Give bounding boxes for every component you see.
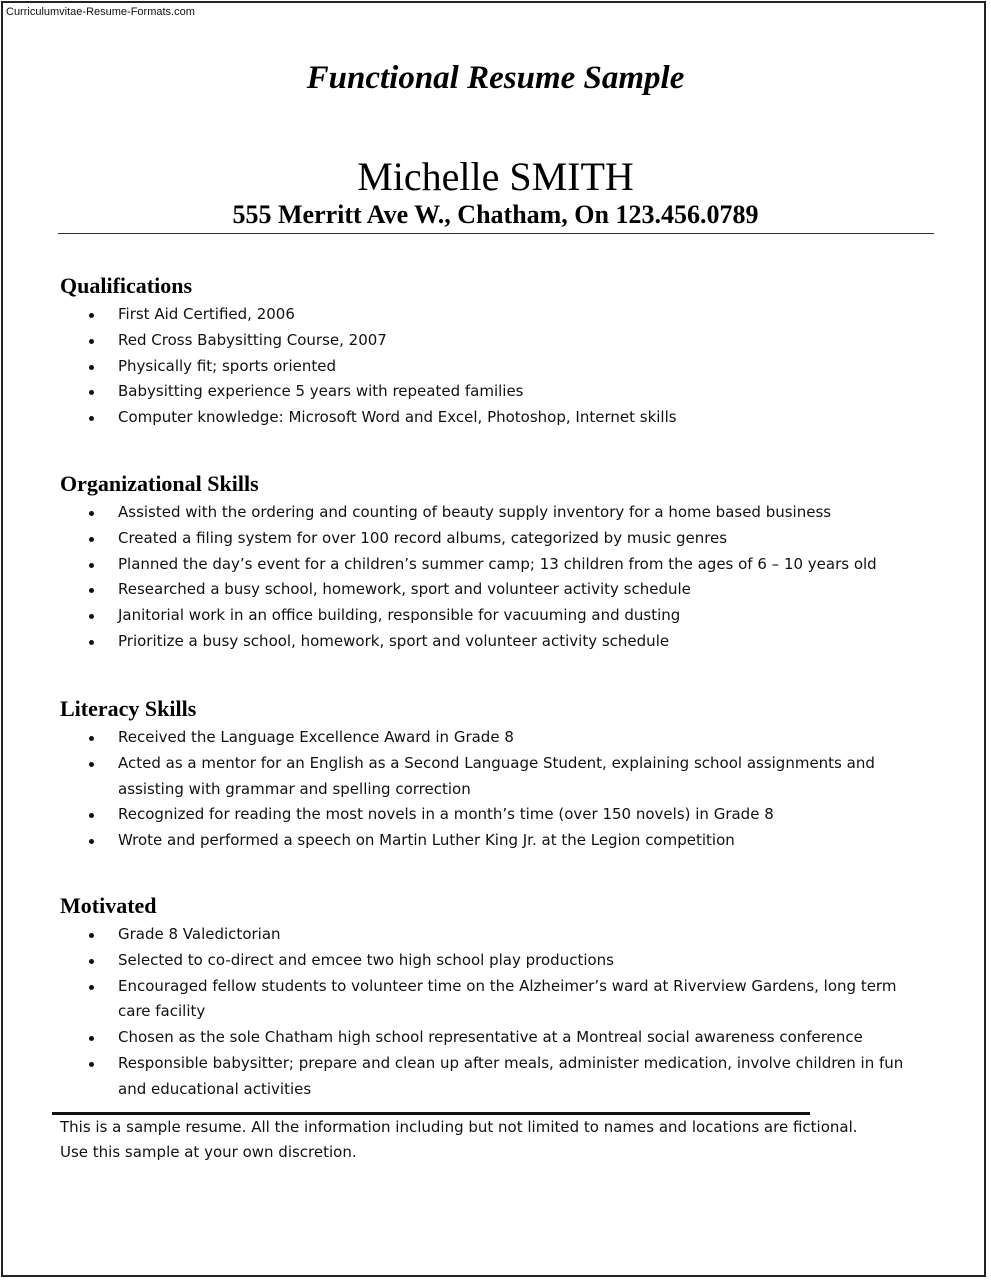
list-item-text: Created a filing system for over 100 record albums, categorized by music genres (118, 528, 728, 547)
bullet-icon (89, 762, 94, 767)
section-heading: Organizational Skills (60, 471, 259, 496)
list-item (60, 922, 920, 948)
list-item-text: Assisted with the ordering and counting of beauty supply inventory for a home based business (118, 503, 832, 521)
list-item-text: Responsible babysitter; prepare and clean up after meals, administer medication, involve children in fun and educational activities (118, 1053, 904, 1098)
list-item (60, 974, 920, 1026)
section-motivated (60, 892, 920, 1103)
section-heading: Motivated (60, 893, 157, 918)
section-organizational-skills (60, 470, 920, 655)
list-item-text: Researched a busy school, homework, sport and volunteer activity schedule (118, 580, 691, 599)
bullet-icon (89, 985, 94, 990)
list-item (60, 603, 920, 629)
bullet-icon (89, 614, 94, 619)
bullet-icon (89, 416, 94, 421)
list-item (60, 405, 920, 431)
list-item (60, 302, 920, 328)
disclaimer (60, 1115, 940, 1165)
list-item-text: Prioritize a busy school, homework, sport and volunteer activity schedule (118, 631, 670, 650)
bullet-icon (89, 1062, 94, 1067)
list-item-text: Recognized for reading the most novels in a month’s time (over 150 novels) in Grade 8 (118, 805, 774, 824)
list-item-text: Red Cross Babysitting Course, 2007 (118, 330, 387, 349)
list-item (60, 526, 920, 552)
list-item (60, 328, 920, 354)
bullet-icon (89, 390, 94, 395)
header-divider (58, 233, 934, 234)
bullet-icon (89, 1036, 94, 1041)
bullet-icon (89, 959, 94, 964)
list-item-text: Chosen as the sole Chatham high school representative at a Montreal social awareness conference (118, 1028, 863, 1047)
bullet-icon (89, 933, 94, 938)
list-item (60, 500, 920, 526)
list-item-text: Planned the day’s event for a children’s summer camp; 13 children from the ages of 6 – 10 years old (118, 554, 877, 573)
list-item (60, 725, 920, 751)
bullet-list (60, 725, 920, 854)
disclaimer-line-2: Use this sample at your own discretion. (60, 1143, 357, 1161)
list-item-text: Computer knowledge: Microsoft Word and Excel, Photoshop, Internet skills (118, 408, 677, 427)
list-item-text: First Aid Certified, 2006 (118, 305, 295, 323)
list-item (60, 802, 920, 828)
section-qualifications (60, 272, 920, 431)
list-item-text: Selected to co-direct and emcee two high school play productions (118, 950, 614, 969)
disclaimer-line-1: This is a sample resume. All the information including but not limited to names and locations are fictional. (60, 1118, 858, 1136)
document-title: Functional Resume Sample (306, 60, 685, 96)
bullet-icon (89, 511, 94, 516)
list-item (60, 1025, 920, 1051)
list-item-text: Encouraged fellow students to volunteer time on the Alzheimer’s ward at Riverview Gardens, long term care facility (118, 976, 897, 1021)
bullet-list (60, 500, 920, 655)
list-item (60, 948, 920, 974)
bullet-icon (89, 588, 94, 593)
bullet-icon (89, 736, 94, 741)
list-item (60, 751, 920, 803)
list-item-text: Acted as a mentor for an English as a Second Language Student, explaining school assignments and assisting with grammar and spelling correction (118, 753, 875, 798)
bullet-icon (89, 813, 94, 818)
list-item (60, 577, 920, 603)
section-heading: Qualifications (60, 273, 193, 298)
list-item (60, 552, 920, 578)
bullet-icon (89, 839, 94, 844)
bullet-icon (89, 640, 94, 645)
list-item (60, 629, 920, 655)
bullet-icon (89, 563, 94, 568)
list-item-text: Received the Language Excellence Award in Grade 8 (118, 728, 514, 746)
list-item-text: Physically fit; sports oriented (118, 356, 337, 375)
bullet-icon (89, 365, 94, 370)
section-heading: Literacy Skills (60, 696, 197, 721)
bullet-icon (89, 313, 94, 318)
section-literacy-skills (60, 695, 920, 854)
bullet-list (60, 302, 920, 431)
contact-line: 555 Merritt Ave W., Chatham, On 123.456.0789 (232, 200, 759, 229)
list-item-text: Janitorial work in an office building, responsible for vacuuming and dusting (118, 606, 681, 625)
bullet-icon (89, 339, 94, 344)
candidate-name: Michelle SMITH (357, 154, 634, 199)
source-watermark: Curriculumvitae-Resume-Formats.com (6, 6, 195, 18)
list-item (60, 1051, 920, 1103)
list-item (60, 354, 920, 380)
list-item (60, 828, 920, 854)
list-item-text: Babysitting experience 5 years with repeated families (118, 382, 524, 401)
list-item (60, 379, 920, 405)
list-item-text: Wrote and performed a speech on Martin Luther King Jr. at the Legion competition (118, 831, 735, 850)
bullet-list (60, 922, 920, 1103)
list-item-text: Grade 8 Valedictorian (118, 925, 281, 943)
bullet-icon (89, 537, 94, 542)
